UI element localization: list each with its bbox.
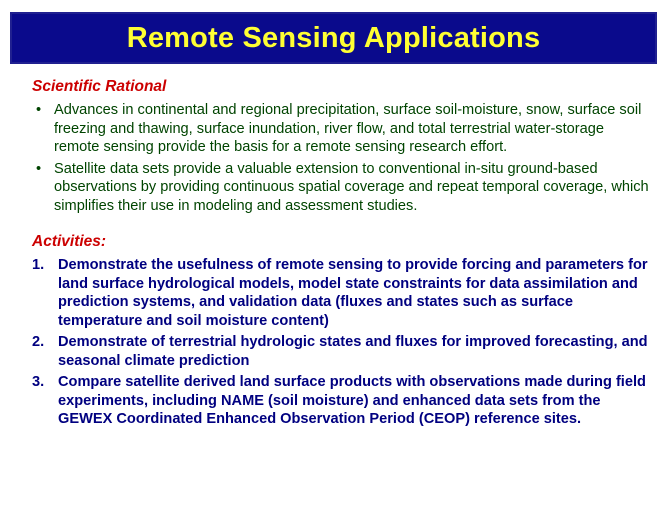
list-item-number: 2.	[32, 334, 45, 351]
list-item	[18, 101, 653, 157]
list-item	[18, 256, 653, 330]
slide-title-bar	[10, 12, 657, 64]
list-item-text: Advances in continental and regional precipitation, surface soil-moisture, snow, surface soil freezing and thawing, surface inundation, river flow, and total terrestrial water-storage remote sensing provide the basis for a remote sensing research effort.	[54, 102, 642, 156]
bullet-dot-icon: •	[36, 160, 42, 177]
bullet-dot-icon: •	[36, 102, 42, 118]
activities-list	[18, 256, 653, 429]
list-item-number: 1.	[32, 257, 45, 274]
list-item	[18, 160, 653, 216]
slide	[0, 12, 667, 512]
list-item-text: Demonstrate the usefulness of remote sensing to provide forcing and parameters for land surface hydrological models, model state constraints for data assimilation and prediction systems, and validation data (fluxes and states such as surface temperature and soil moisture content)	[58, 257, 648, 329]
list-item-number: 3.	[32, 374, 45, 391]
slide-body	[0, 64, 667, 429]
section-heading-scientific-rational: Scientific Rational	[32, 78, 167, 95]
list-item	[18, 333, 653, 370]
list-item-text: Satellite data sets provide a valuable extension to conventional in-situ ground-based observations by providing continuous spatial coverage and repeat temporal coverage, which simplifies their use in modeling and assessment studies.	[54, 160, 649, 214]
section-heading-activities: Activities:	[32, 233, 107, 251]
scientific-rational-list	[18, 101, 653, 215]
list-item-text: Demonstrate of terrestrial hydrologic states and fluxes for improved forecasting, and seasonal climate prediction	[58, 334, 648, 369]
page-title: Remote Sensing Applications	[126, 21, 541, 54]
list-item-text: Compare satellite derived land surface products with observations made during field experiments, including NAME (soil moisture) and enhanced data sets from the GEWEX Coordinated Enhanced Observation Period (CEOP) reference sites.	[58, 374, 646, 428]
list-item	[18, 373, 653, 429]
